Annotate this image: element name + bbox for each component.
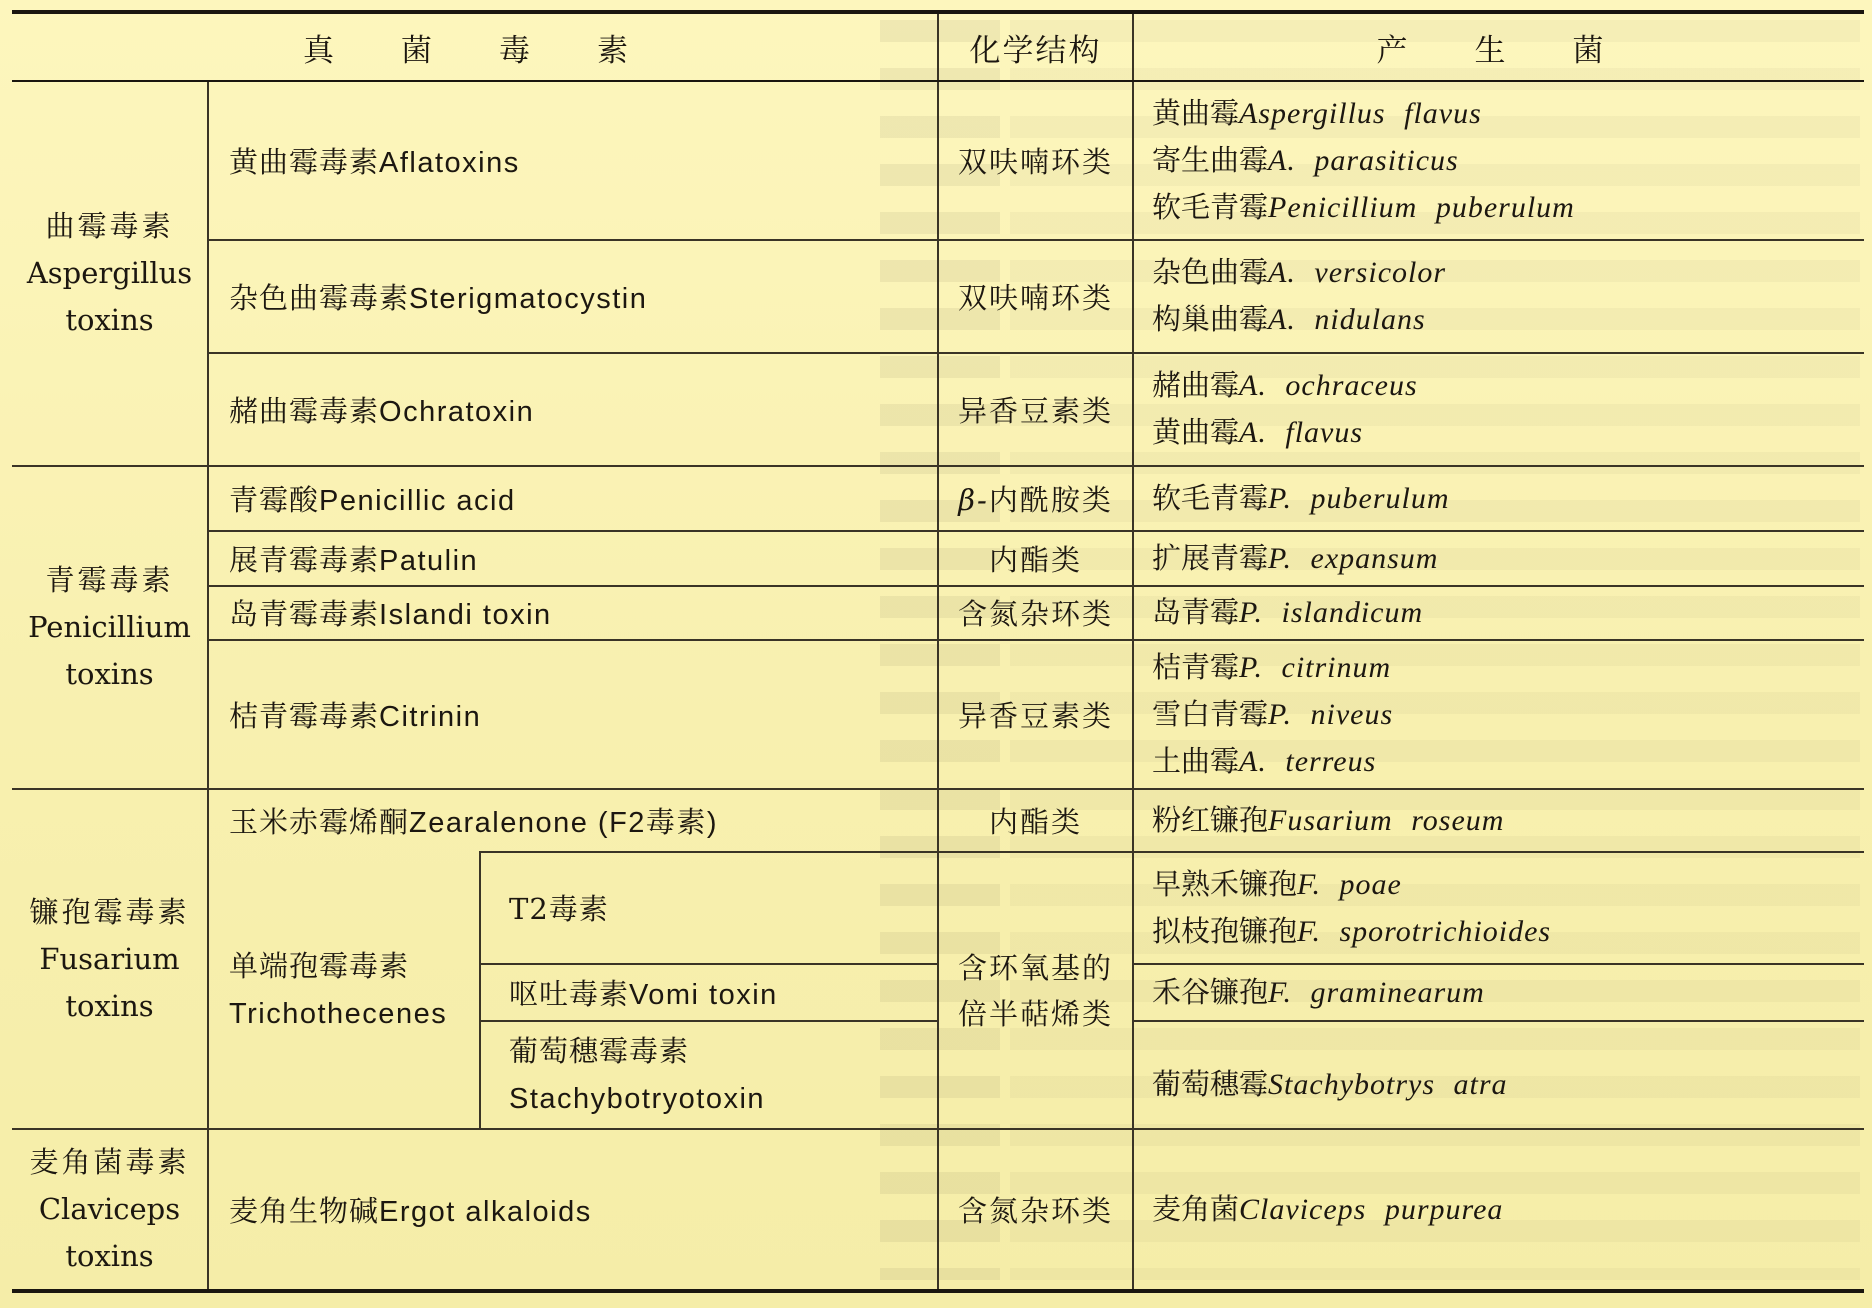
toxin-cn: 呕吐毒素	[509, 977, 630, 1012]
producer-cn: 禾谷镰孢	[1152, 975, 1269, 1010]
toxin-en: Zearalenone (F2毒素)	[409, 807, 719, 840]
producer-cn: 粉红镰孢	[1152, 803, 1269, 838]
producer-line	[1152, 861, 1864, 908]
toxin-cn: 杂色曲霉毒素	[229, 280, 410, 315]
header-structure: 化学结构	[938, 12, 1133, 81]
producer-line	[1152, 249, 1864, 296]
producer-cn: 软毛青霉	[1152, 189, 1269, 224]
producer-cn: 扩展青霉	[1152, 540, 1269, 575]
structure-cell	[938, 466, 1133, 532]
toxin-cn: T2毒素	[509, 892, 609, 927]
structure-cell: 内酯类	[938, 531, 1133, 585]
producer-cn: 土曲霉	[1152, 744, 1240, 779]
table-row	[12, 1129, 1864, 1291]
producer-species: Aspergillus flavus	[1239, 96, 1482, 130]
producer-cn: 黄曲霉	[1152, 95, 1240, 130]
toxin-en: Citrinin	[379, 701, 482, 734]
producer-line	[1152, 296, 1864, 343]
producer-line	[1152, 409, 1864, 456]
toxin-cn: 麦角生物碱	[229, 1193, 380, 1228]
producer-line	[1152, 184, 1864, 231]
producer-cell	[1133, 81, 1864, 240]
toxin-cn: 单端孢霉毒素	[229, 949, 410, 984]
subtoxin-vomi	[480, 964, 938, 1021]
toxin-cn: 桔青霉毒素	[229, 699, 380, 734]
producer-cn: 岛青霉	[1152, 595, 1240, 630]
toxin-en: Islandi toxin	[379, 599, 552, 632]
group-en: toxins	[65, 988, 154, 1023]
toxin-ochratoxin	[208, 353, 938, 466]
toxin-en: Ochratoxin	[379, 395, 535, 428]
producer-species: Fusarium roseum	[1268, 804, 1505, 838]
producer-line	[1152, 1061, 1864, 1108]
producer-species: P. niveus	[1268, 698, 1394, 732]
structure-prefix: β-	[958, 482, 989, 517]
producer-species: P. islandicum	[1239, 596, 1424, 630]
structure-cell: 异香豆素类	[938, 640, 1133, 789]
producer-cell	[1133, 964, 1864, 1021]
structure-cell: 双呋喃环类	[938, 81, 1133, 240]
producer-cell	[1133, 531, 1864, 585]
structure-cell: 内酯类	[938, 789, 1133, 852]
structure-cell: 含氮杂环类	[938, 1129, 1133, 1291]
group-en: Claviceps	[38, 1191, 181, 1226]
group-en: toxins	[65, 302, 154, 337]
producer-cell	[1133, 1021, 1864, 1129]
producer-line	[1152, 589, 1864, 636]
producer-line	[1152, 738, 1864, 785]
producer-cn: 葡萄穗霉	[1152, 1066, 1269, 1101]
producer-line	[1152, 1186, 1864, 1233]
toxin-aflatoxins	[208, 81, 938, 240]
producer-species: A. flavus	[1239, 416, 1364, 450]
producer-cell	[1133, 789, 1864, 852]
producer-species: A. nidulans	[1268, 303, 1426, 337]
table-row	[12, 240, 1864, 353]
toxin-en: Ergot alkaloids	[379, 1195, 592, 1228]
table-row	[12, 466, 1864, 532]
group-cn: 青霉毒素	[45, 562, 174, 597]
structure-text: 内酰胺类	[988, 482, 1113, 517]
producer-line	[1152, 691, 1864, 738]
group-penicillium	[12, 466, 208, 790]
toxin-cn: 青霉酸	[229, 482, 320, 517]
header-row	[12, 12, 1864, 81]
producer-species: F. graminearum	[1268, 976, 1485, 1010]
toxin-ergot-alkaloids	[208, 1129, 938, 1291]
producer-line	[1152, 969, 1864, 1016]
group-en: Aspergillus	[26, 255, 193, 290]
producer-species: A. versicolor	[1268, 256, 1447, 290]
group-en: Fusarium	[39, 941, 180, 976]
producer-cn: 构巢曲霉	[1152, 302, 1269, 337]
toxin-en: Stachybotryotoxin	[509, 1083, 766, 1116]
group-en: toxins	[65, 656, 154, 691]
table-row	[12, 531, 1864, 585]
group-claviceps	[12, 1129, 208, 1291]
subtoxin-t2	[480, 852, 938, 964]
producer-species: F. poae	[1297, 867, 1402, 901]
group-cn: 麦角菌毒素	[29, 1144, 190, 1179]
producer-species: P. expansum	[1268, 541, 1439, 575]
toxin-zearalenone	[208, 789, 938, 852]
toxin-en: Penicillic acid	[319, 484, 516, 517]
group-fusarium	[12, 789, 208, 1129]
mycotoxin-table	[12, 10, 1864, 1293]
producer-line	[1152, 475, 1864, 522]
table-row	[12, 586, 1864, 640]
group-cn: 镰孢霉毒素	[29, 894, 190, 929]
toxin-cn: 赭曲霉毒素	[229, 393, 380, 428]
toxin-sterigmatocystin	[208, 240, 938, 353]
toxin-cn: 葡萄穗霉毒素	[509, 1034, 690, 1069]
toxin-citrinin	[208, 640, 938, 789]
producer-species: A. parasiticus	[1268, 143, 1459, 177]
producer-line	[1152, 797, 1864, 844]
producer-cell	[1133, 353, 1864, 466]
producer-cn: 麦角菌	[1152, 1191, 1240, 1226]
table-row	[12, 789, 1864, 852]
toxin-en: Trichothecenes	[229, 998, 448, 1031]
producer-cn: 赭曲霉	[1152, 368, 1240, 403]
toxin-trichothecenes	[208, 852, 480, 1129]
producer-species: Stachybotrys atra	[1268, 1067, 1508, 1101]
producer-cell	[1133, 466, 1864, 532]
producer-species: F. sporotrichioides	[1297, 914, 1552, 948]
producer-cell	[1133, 240, 1864, 353]
producer-species: P. citrinum	[1239, 651, 1392, 685]
producer-cn: 桔青霉	[1152, 650, 1240, 685]
structure-cell: 双呋喃环类	[938, 240, 1133, 353]
producer-cn: 雪白青霉	[1152, 697, 1269, 732]
toxin-en: Sterigmatocystin	[409, 282, 648, 315]
producer-cn: 黄曲霉	[1152, 415, 1240, 450]
producer-species: Penicillium puberulum	[1268, 190, 1575, 224]
toxin-cn: 岛青霉毒素	[229, 597, 380, 632]
producer-cn: 拟枝孢镰孢	[1152, 913, 1298, 948]
producer-line	[1152, 362, 1864, 409]
producer-line	[1152, 535, 1864, 582]
producer-cell	[1133, 586, 1864, 640]
toxin-islandi	[208, 586, 938, 640]
toxin-cn: 展青霉毒素	[229, 542, 380, 577]
structure-cell: 含氮杂环类	[938, 586, 1133, 640]
producer-cn: 软毛青霉	[1152, 480, 1269, 515]
toxin-patulin	[208, 531, 938, 585]
toxin-en: Aflatoxins	[379, 146, 520, 179]
producer-line	[1152, 644, 1864, 691]
group-cn: 曲霉毒素	[45, 208, 174, 243]
group-en: Penicillium	[28, 609, 191, 644]
producer-species: Claviceps purpurea	[1239, 1192, 1504, 1226]
toxin-cn: 玉米赤霉烯酮	[229, 805, 410, 840]
producer-cell	[1133, 1129, 1864, 1291]
structure-line: 含环氧基的	[958, 950, 1114, 985]
producer-species: A. ochraceus	[1239, 369, 1418, 403]
header-toxin: 真 菌 毒 素	[12, 12, 938, 81]
subtoxin-stachybotryotoxin	[480, 1021, 938, 1129]
structure-line: 倍半萜烯类	[958, 996, 1114, 1031]
producer-species: P. puberulum	[1268, 481, 1450, 515]
producer-cell	[1133, 852, 1864, 964]
group-en: toxins	[65, 1238, 154, 1273]
table-row	[12, 353, 1864, 466]
table-row	[12, 81, 1864, 240]
header-producer: 产 生 菌	[1133, 12, 1864, 81]
table-row	[12, 640, 1864, 789]
producer-line	[1152, 908, 1864, 955]
producer-line	[1152, 90, 1864, 137]
structure-cell	[938, 852, 1133, 1129]
toxin-cn: 黄曲霉毒素	[229, 144, 380, 179]
producer-line	[1152, 137, 1864, 184]
producer-cn: 寄生曲霉	[1152, 142, 1269, 177]
toxin-penicillic-acid	[208, 466, 938, 532]
producer-cell	[1133, 640, 1864, 789]
structure-cell: 异香豆素类	[938, 353, 1133, 466]
toxin-en: Vomi toxin	[629, 979, 778, 1012]
table-row	[12, 852, 1864, 964]
producer-species: A. terreus	[1239, 745, 1377, 779]
toxin-en: Patulin	[379, 544, 479, 577]
producer-cn: 杂色曲霉	[1152, 255, 1269, 290]
group-aspergillus	[12, 81, 208, 466]
producer-cn: 早熟禾镰孢	[1152, 866, 1298, 901]
